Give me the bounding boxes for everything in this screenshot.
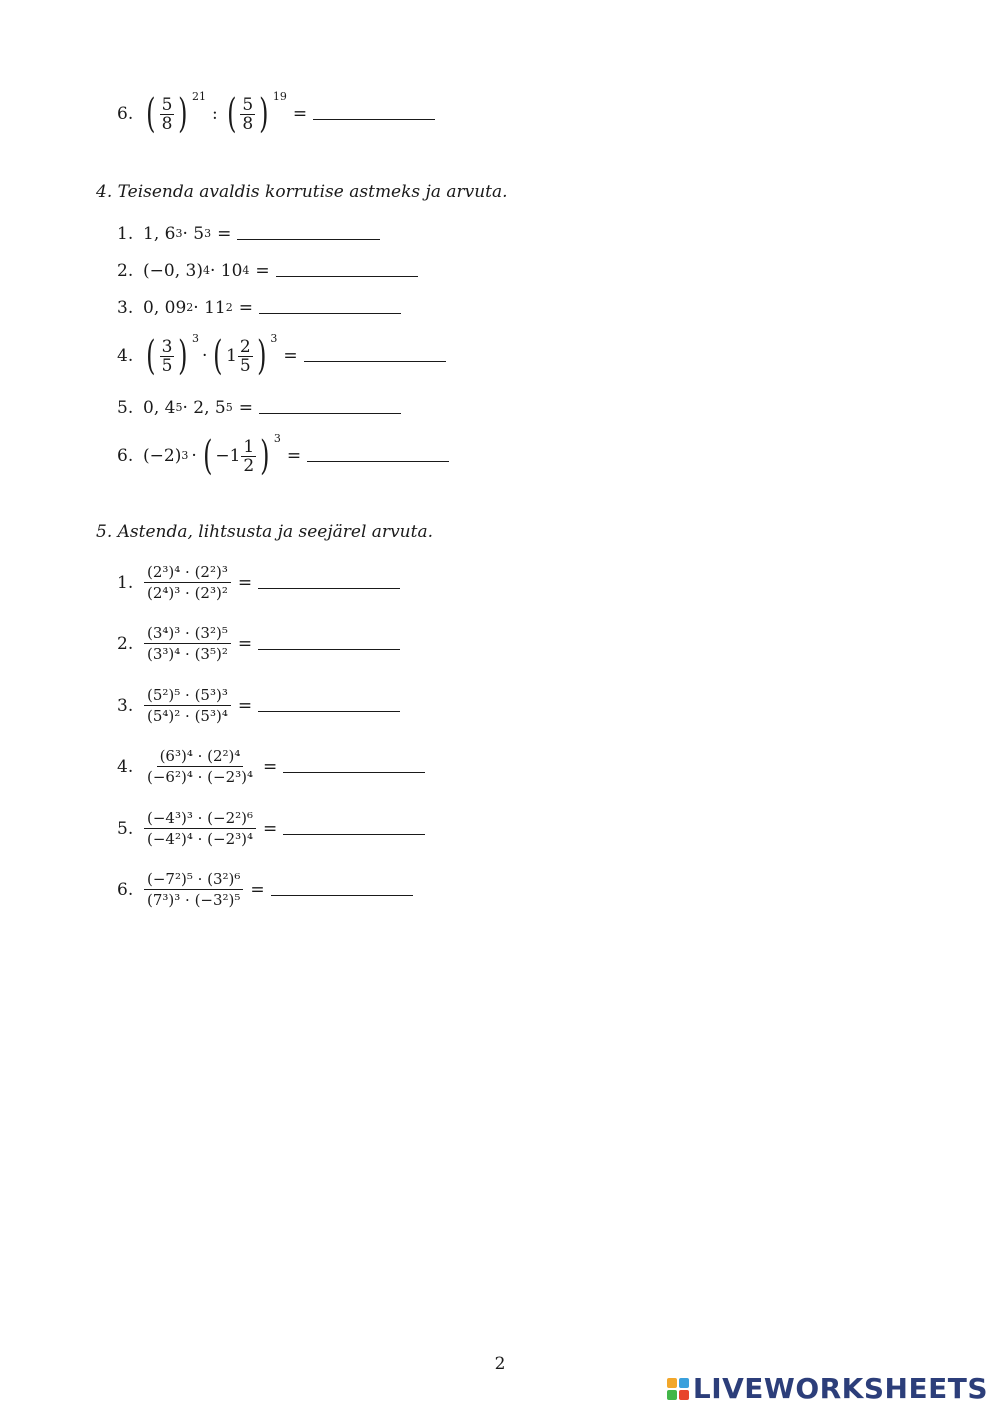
exercise-5-item-5: 5. $\frac{\text{(−4³)³ · (−2²)⁶}}{\text{(−4²)⁴ · (−2³)⁴}}$ = [117, 808, 425, 849]
fraction: $\frac{2}{5}$ [239, 336, 251, 376]
exercise-3-item-6 [117, 90, 435, 137]
answer-blank[interactable] [283, 833, 425, 835]
exercise-4-item-6: 6. (−2) 3 · ( −1 $\frac{1}{2}$ ) 3 = [117, 436, 449, 476]
fraction: $\frac{\text{(6³)⁴ · (2²)⁴}}{\text{(−6²)⁴ · (−2³)⁴}}$ [147, 747, 253, 786]
exercise-4-item-5: 5. 0, 4 5 · 2, 5 5 = [117, 398, 401, 418]
answer-blank[interactable] [283, 771, 425, 773]
answer-blank[interactable] [259, 312, 401, 314]
fraction: $\frac{5}{8}$ [161, 94, 173, 134]
logo-text: LIVEWORKSHEETS [692, 1372, 988, 1405]
item-number: 6. [117, 104, 134, 124]
answer-blank[interactable] [313, 118, 435, 120]
exponent: 19 [272, 90, 287, 103]
answer-blank[interactable] [259, 412, 401, 414]
fraction: $\frac{\text{(5²)⁵ · (5³)³}}{\text{(5⁴)² · (5³)⁴}}$ [144, 685, 231, 726]
exercise-4-item-1: 1. 1, 6 3 · 5 3 = [117, 224, 380, 244]
section-4-heading: 4. Teisenda avaldis korrutise astmeks ja arvuta. [96, 182, 508, 202]
exercise-5-item-1: 1. $\frac{\text{(2³)⁴ · (2²)³}}{\text{(2⁴)³ · (2³)²}}$ = [117, 562, 400, 603]
answer-blank[interactable] [258, 710, 400, 712]
power-group: ( $\frac{5}{8}$ ) 21 [146, 90, 207, 137]
exercise-4-item-4: 4. ( $\frac{3}{5}$ ) 3 · ( 1 $\frac{2}{5}$ ) 3 = [117, 336, 446, 376]
answer-blank[interactable] [258, 587, 400, 589]
answer-blank[interactable] [237, 238, 380, 240]
answer-blank[interactable] [271, 894, 413, 896]
exercise-4-item-2: 2. (−0, 3) 4 · 10 4 = [117, 261, 418, 281]
exercise-5-item-3: 3. $\frac{\text{(5²)⁵ · (5³)³}}{\text{(5⁴)² · (5³)⁴}}$ = [117, 685, 400, 726]
operator: : [212, 104, 218, 124]
power-group: ( $\frac{5}{8}$ ) 19 [226, 90, 287, 137]
exercise-5-item-2: 2. $\frac{\text{(3⁴)³ · (3²)⁵}}{\text{(3³)⁴ · (3⁵)²}}$ = [117, 623, 400, 664]
fraction: $\frac{\text{(2³)⁴ · (2²)³}}{\text{(2⁴)³ · (2³)²}}$ [144, 562, 231, 603]
page-number: 2 [494, 1354, 506, 1374]
answer-blank[interactable] [307, 460, 449, 462]
fraction: $\frac{\text{(3⁴)³ · (3²)⁵}}{\text{(3³)⁴ · (3⁵)²}}$ [144, 623, 231, 664]
exponent: 21 [192, 90, 207, 103]
fraction: $\frac{1}{2}$ [243, 436, 255, 476]
answer-blank[interactable] [276, 275, 418, 277]
fraction: $\frac{\text{(−7²)⁵ · (3²)⁶}}{\text{(7³)³ · (−3²)⁵}}$ [144, 869, 243, 910]
fraction: $\frac{5}{8}$ [242, 94, 254, 134]
fraction: $\frac{\text{(−4³)³ · (−2²)⁶}}{\text{(−4²)⁴ · (−2³)⁴}}$ [144, 808, 256, 849]
exercise-4-item-3: 3. 0, 09 2 · 11 2 = [117, 298, 401, 318]
answer-blank[interactable] [258, 648, 400, 650]
equals-sign: = [292, 104, 308, 124]
exercise-5-item-4: 4. $\frac{\text{(6³)⁴ · (2²)⁴}}{\text{(−6²)⁴ · (−2³)⁴}}$ = [117, 746, 425, 787]
logo-icon [667, 1378, 689, 1400]
exercise-5-item-6: 6. $\frac{\text{(−7²)⁵ · (3²)⁶}}{\text{(7³)³ · (−3²)⁵}}$ = [117, 869, 413, 910]
fraction: $\frac{3}{5}$ [161, 336, 173, 376]
liveworksheets-logo [667, 1372, 988, 1405]
section-5-heading: 5. Astenda, lihtsusta ja seejärel arvuta. [96, 522, 433, 542]
answer-blank[interactable] [304, 360, 446, 362]
